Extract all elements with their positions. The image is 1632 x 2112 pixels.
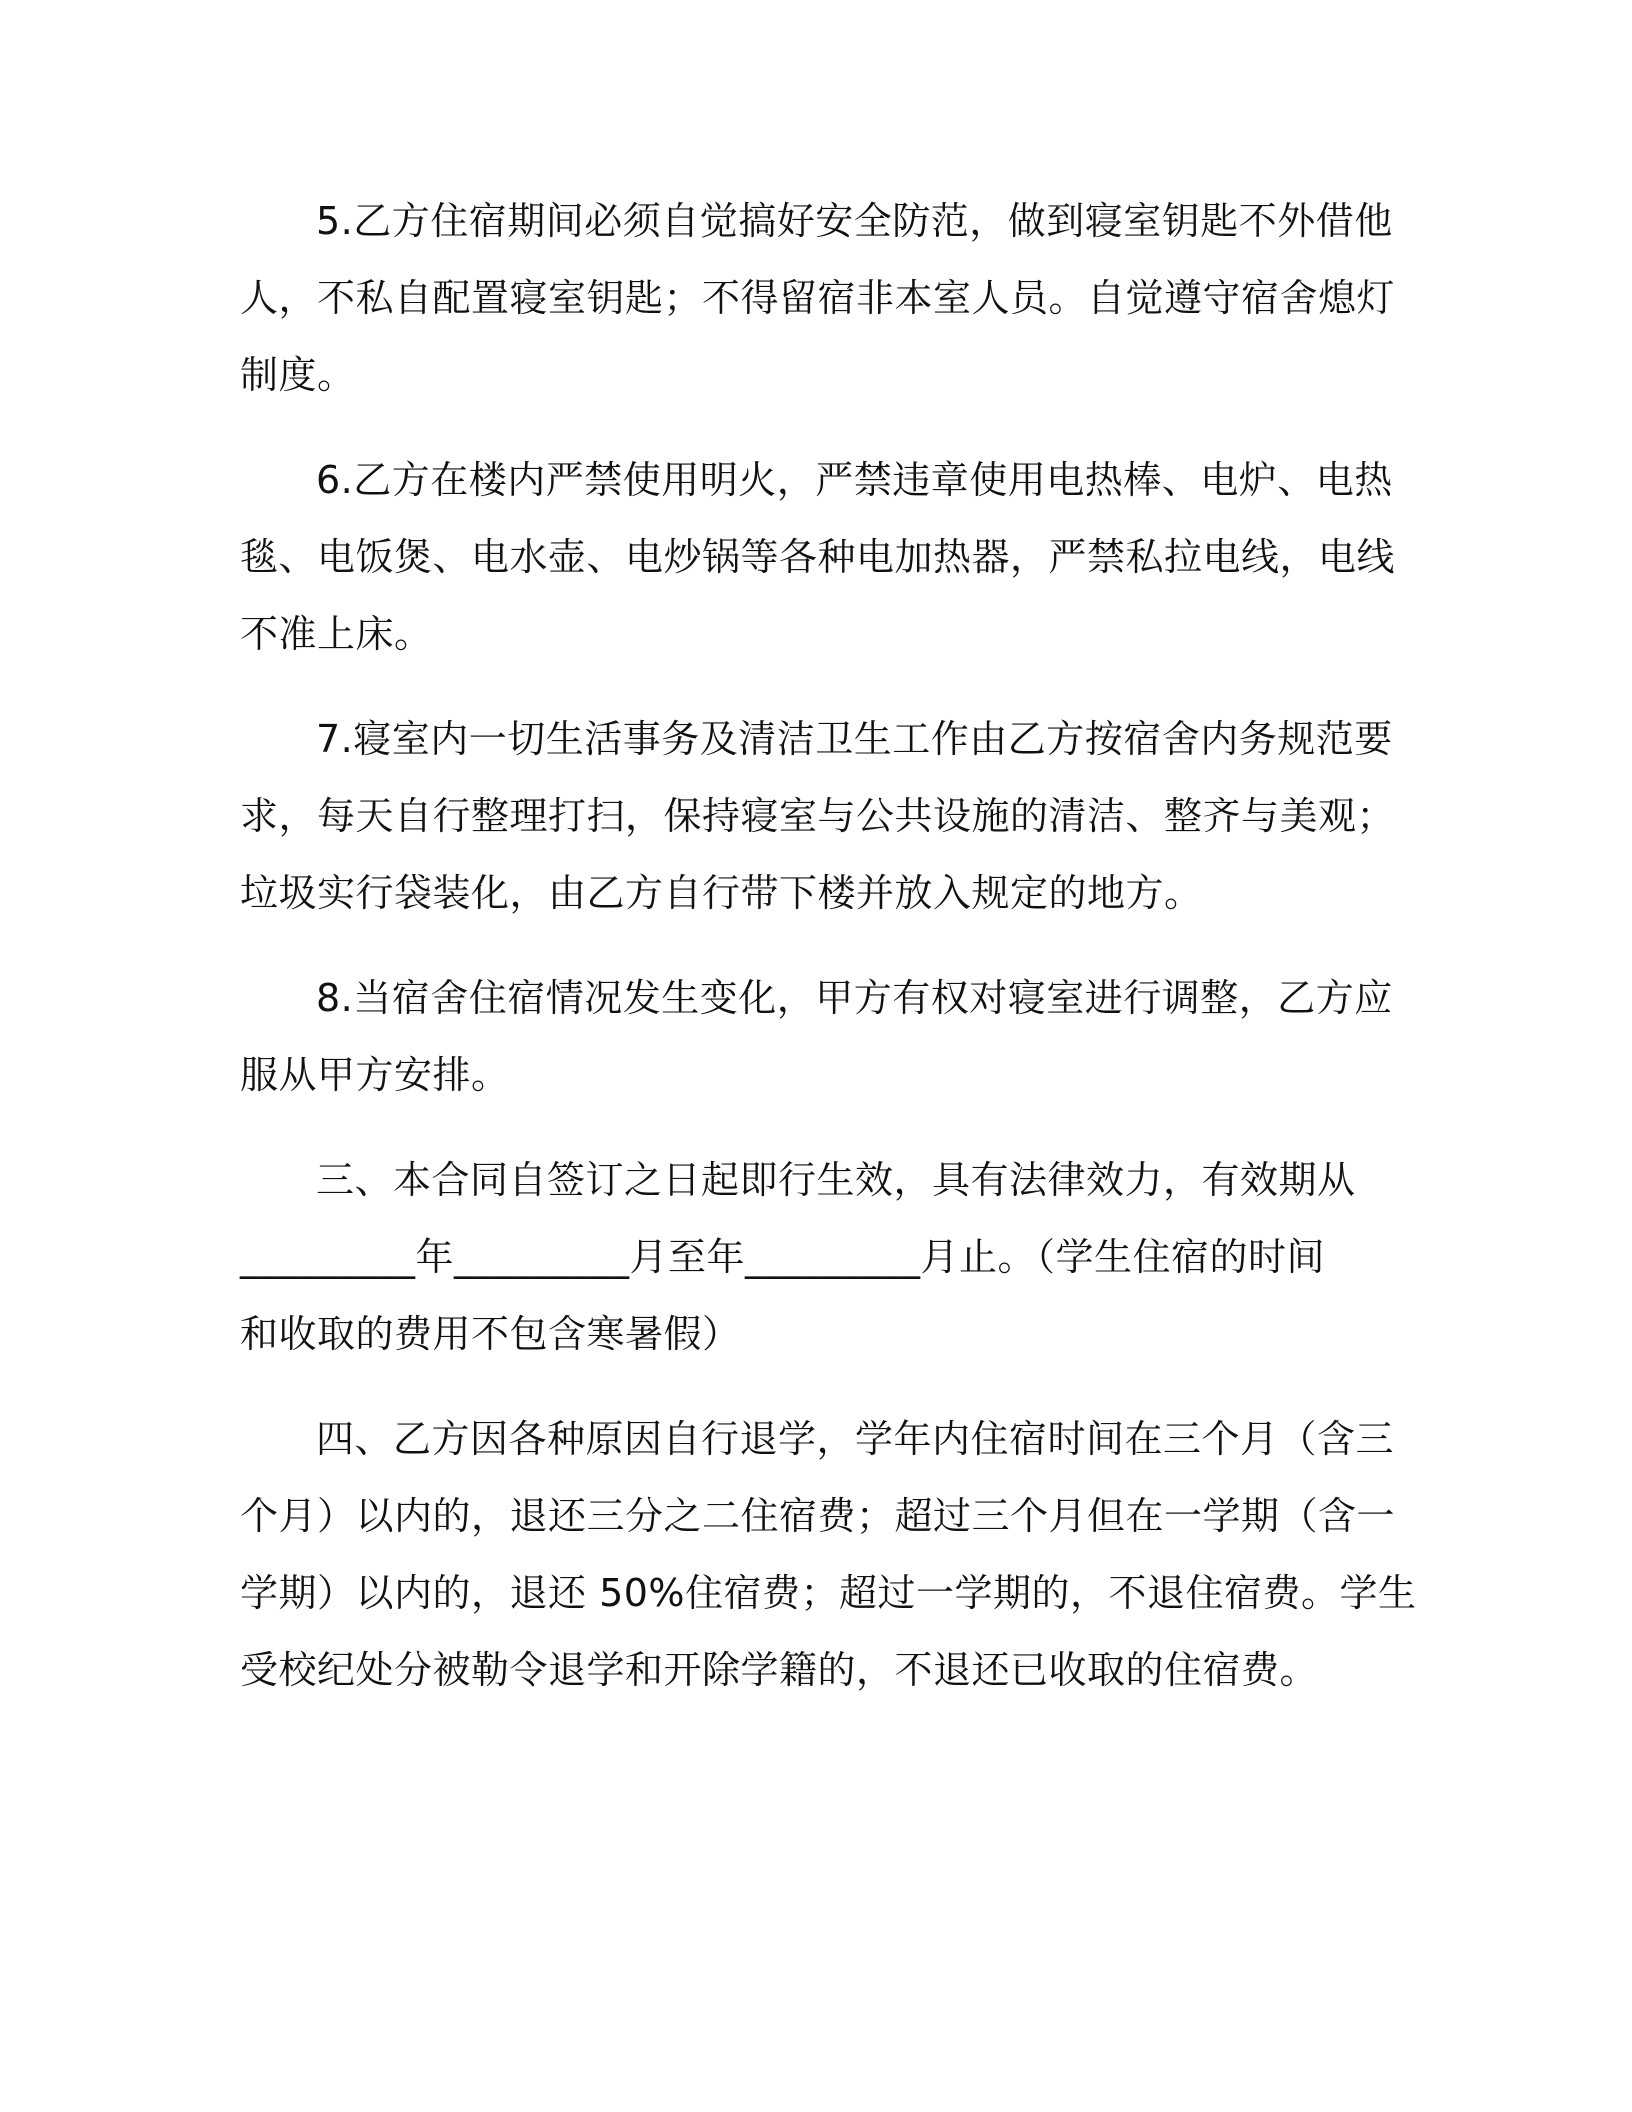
paragraph-line: 毯、电饭煲、电水壶、电炒锅等各种电加热器，严禁私拉电线，电线 xyxy=(240,535,1396,579)
paragraph-line: 和收取的费用不包含寒暑假） xyxy=(240,1312,741,1356)
paragraph-line: 学期）以内的，退还 50%住宿费；超过一学期的，不退住宿费。学生 xyxy=(240,1571,1417,1615)
paragraph-7 xyxy=(240,701,1396,932)
paragraph-line: 个月）以内的，退还三分之二住宿费；超过三个月但在一学期（含一 xyxy=(240,1494,1396,1538)
paragraph-5 xyxy=(240,183,1396,414)
paragraph-line: 6.乙方在楼内严禁使用明火，严禁违章使用电热棒、电炉、电热 xyxy=(316,458,1393,502)
paragraph-line: 服从甲方安排。 xyxy=(240,1053,510,1097)
paragraph-line: 人，不私自配置寝室钥匙；不得留宿非本室人员。自觉遵守宿舍熄灯 xyxy=(240,276,1396,320)
paragraph-6 xyxy=(240,442,1396,673)
paragraph-line: 制度。 xyxy=(240,353,356,397)
paragraph-line: 三、本合同自签订之日起即行生效，具有法律效力，有效期从 xyxy=(316,1158,1356,1202)
paragraph-line: 5.乙方住宿期间必须自觉搞好安全防范，做到寝室钥匙不外借他 xyxy=(316,199,1393,243)
paragraph-line-with-blanks: _________年_________月至年_________月止。（学生住宿的时间 xyxy=(240,1235,1326,1279)
paragraph-8 xyxy=(240,960,1393,1114)
paragraph-section-4 xyxy=(240,1401,1417,1709)
paragraph-section-3 xyxy=(240,1142,1365,1373)
paragraph-line: 7.寝室内一切生活事务及清洁卫生工作由乙方按宿舍内务规范要 xyxy=(316,717,1393,761)
paragraph-line: 受校纪处分被勒令退学和开除学籍的，不退还已收取的住宿费。 xyxy=(240,1648,1319,1692)
paragraph-line: 垃圾实行袋装化，由乙方自行带下楼并放入规定的地方。 xyxy=(240,871,1203,915)
paragraph-line: 四、乙方因各种原因自行退学，学年内住宿时间在三个月（含三 xyxy=(316,1417,1395,1461)
paragraph-line: 8.当宿舍住宿情况发生变化，甲方有权对寝室进行调整，乙方应 xyxy=(316,976,1393,1020)
paragraph-line: 不准上床。 xyxy=(240,612,433,656)
document-body xyxy=(240,183,1417,1737)
paragraph-line: 求，每天自行整理打扫，保持寝室与公共设施的清洁、整齐与美观； xyxy=(240,794,1396,838)
